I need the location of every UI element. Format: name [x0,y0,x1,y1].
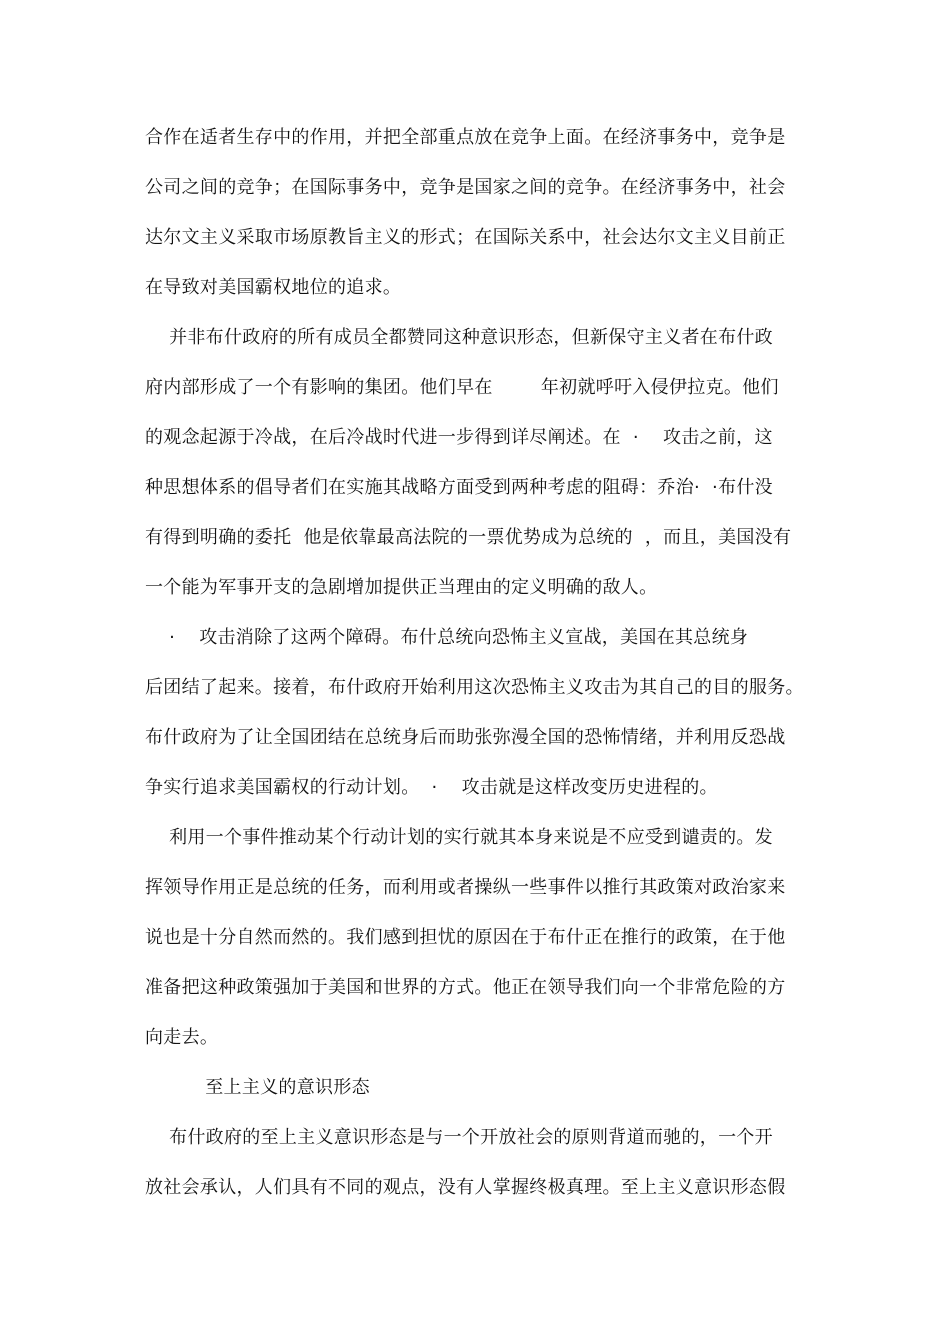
text-line: 放社会承认，人们具有不同的观点，没有人掌握终极真理。至上主义意识形态假 [145,1177,786,1198]
text-line: · 攻击消除了这两个障碍。布什总统向恐怖主义宣战，美国在其总统身 [145,627,749,648]
section-heading: 至上主义的意识形态 [145,1077,370,1098]
text-line: 达尔文主义采取市场原教旨主义的形式；在国际关系中，社会达尔文主义目前正 [145,227,786,248]
text-line: 布什政府为了让全国团结在总统身后而助张弥漫全国的恐怖情绪，并利用反恐战 [145,727,786,748]
text-line: 在导致对美国霸权地位的追求。 [145,277,402,298]
text-line: 说也是十分自然而然的。我们感到担忧的原因在于布什正在推行的政策，在于他 [145,927,786,948]
text-line: 后团结了起来。接着，布什政府开始利用这次恐怖主义攻击为其自己的目的服务。 [145,677,804,698]
text-line: 一个能为军事开支的急剧增加提供正当理由的定义明确的敌人。 [145,577,658,598]
text-line: 公司之间的竞争；在国际事务中，竞争是国家之间的竞争。在经济事务中，社会 [145,177,786,198]
text-line: 利用一个事件推动某个行动计划的实行就其本身来说是不应受到谴责的。发 [145,827,773,848]
text-line: 向走去。 [145,1027,219,1048]
text-line: 有得到明确的委托 他是依靠最高法院的一票优势成为总统的 ，而且，美国没有 [145,527,792,548]
text-line: 种思想体系的倡导者们在实施其战略方面受到两种考虑的阻碍：乔治· ·布什没 [145,477,773,498]
text-line: 争实行追求美国霸权的行动计划。 · 攻击就是这样改变历史进程的。 [145,777,718,798]
text-line: 挥领导作用正是总统的任务，而利用或者操纵一些事件以推行其政策对政治家来 [145,877,786,898]
text-line: 并非布什政府的所有成员全都赞同这种意识形态，但新保守主义者在布什政 [145,327,773,348]
text-line: 准备把这种政策强加于美国和世界的方式。他正在领导我们向一个非常危险的方 [145,977,786,998]
text-line: 合作在适者生存中的作用，并把全部重点放在竞争上面。在经济事务中，竞争是 [145,127,786,148]
text-line: 府内部形成了一个有影响的集团。他们早在 年初就呼吁入侵伊拉克。他们 [145,377,779,398]
text-line: 的观念起源于冷战，在后冷战时代进一步得到详尽阐述。在 · 攻击之前，这 [145,427,773,448]
text-line: 布什政府的至上主义意识形态是与一个开放社会的原则背道而驰的，一个开 [145,1127,773,1148]
